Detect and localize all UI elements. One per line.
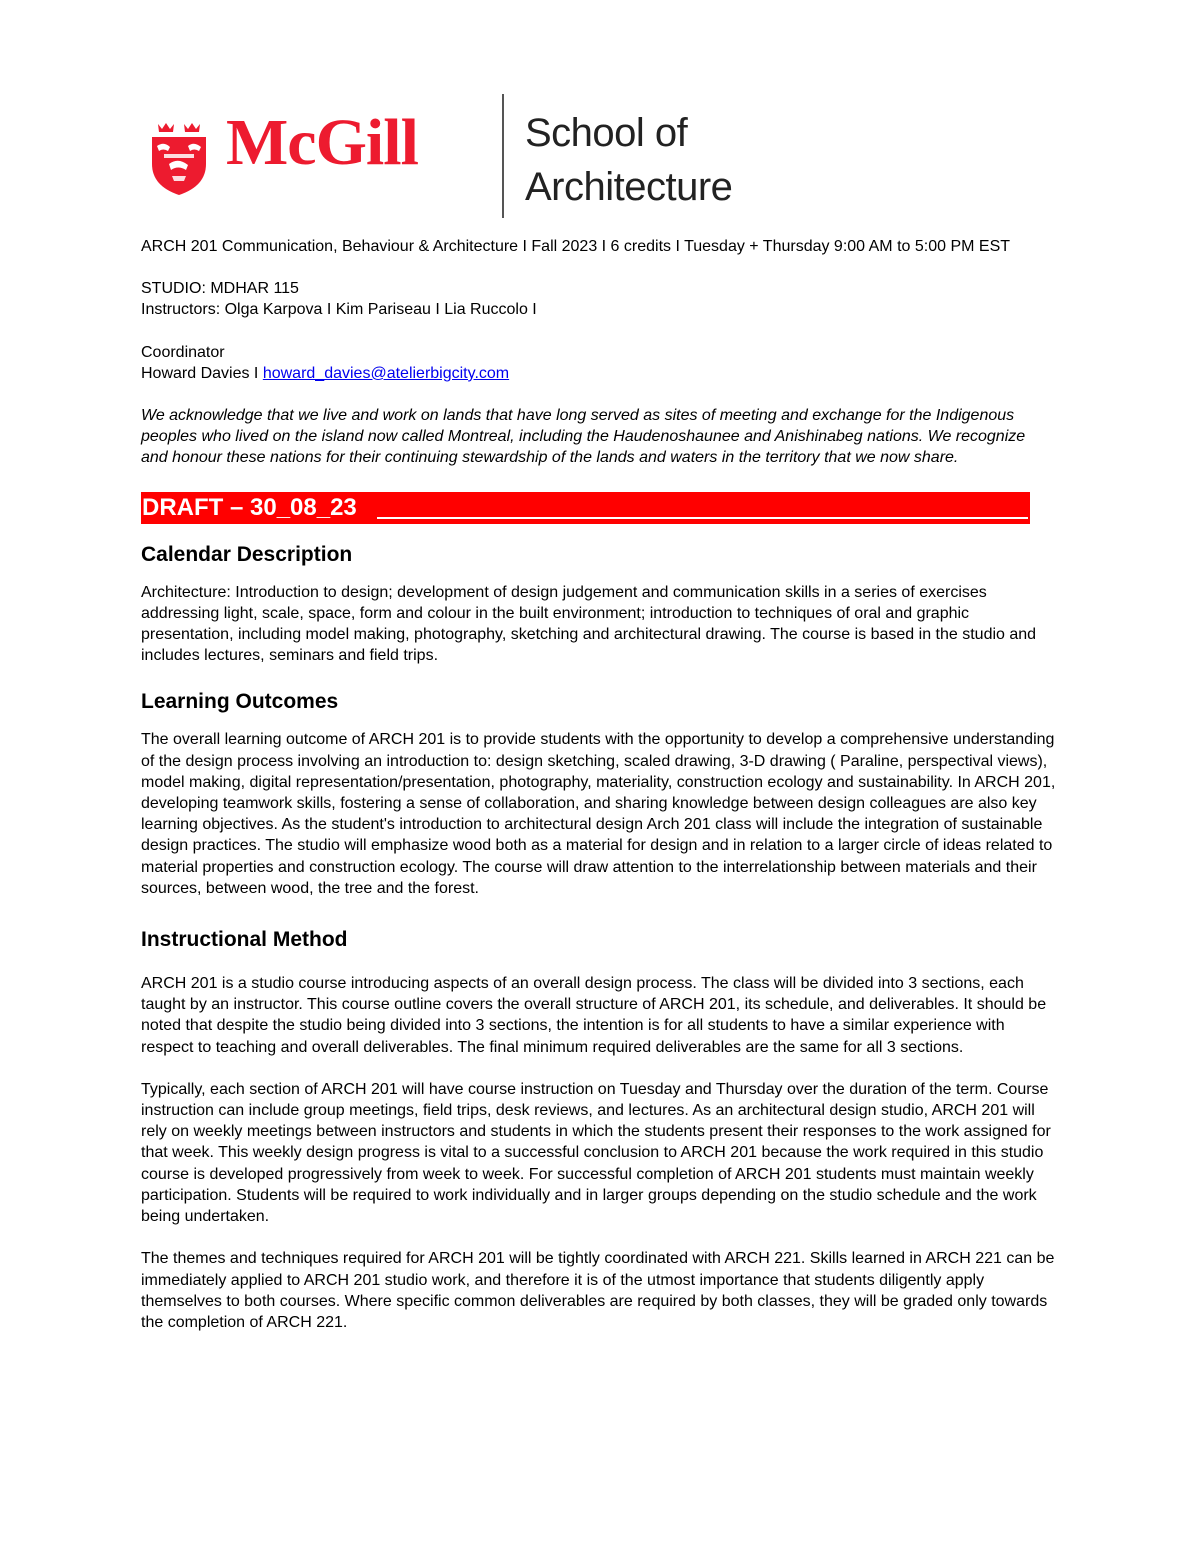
- instructional-method-para-1: ARCH 201 is a studio course introducing aspects of an overall design process. The class will be divided into 3 sections, each taught by an instructor. This course outline covers the overall structure of ARCH 201, its schedule, and deliverables. It should be noted that despite the studio being divided into 3 sections, the intention is for all students to have a similar experience with respect to teaching and overall deliverables. The final minimum required deliverables are the same for all 3 sections.: [141, 975, 1047, 1056]
- instructors-line: Instructors: Olga Karpova I Kim Pariseau I Lia Ruccolo I: [141, 301, 537, 319]
- document-content: [141, 236, 1056, 1333]
- school-name-line1: School of: [525, 111, 688, 155]
- mcgill-wordmark: McGill: [226, 106, 418, 179]
- instructional-method-para-3: The themes and techniques required for ARCH 201 will be tightly coordinated with ARCH 221. Skills learned in ARCH 221 can be immediately applied to ARCH 201 studio work, and therefore it is of the utmost importance that students diligently apply themselves to both courses. Where specific common deliverables are required by both classes, they will be graded only towards the completion of ARCH 221.: [141, 1250, 1055, 1331]
- studio-line: STUDIO: MDHAR 115: [141, 280, 299, 298]
- coordinator-label: Coordinator: [141, 343, 225, 361]
- learning-outcomes-heading: Learning Outcomes: [141, 690, 339, 714]
- instructional-method-para-2: Typically, each section of ARCH 201 will have course instruction on Tuesday and Thursday over the duration of the term. Course instruction can include group meetings, field trips, desk reviews, and lectures. As an architectural design studio, ARCH 201 will rely on weekly meetings between instructors and students in which the students present their responses to the work assigned for that week. This weekly design progress is vital to a successful conclusion to ARCH 201 because the work required in this studio course is developed progressively from week to week. For successful completion of ARCH 201 students must maintain weekly participation. Students will be required to work individually and in larger groups depending on the studio schedule and the work being undertaken.: [141, 1080, 1051, 1226]
- header-divider: [502, 94, 504, 218]
- coordinator-line: [141, 363, 1056, 384]
- coordinator-name: Howard Davies I: [141, 364, 263, 382]
- coordinator-email-link[interactable]: howard_davies@atelierbigcity.com: [262, 364, 510, 382]
- school-name-line2: Architecture: [525, 165, 733, 209]
- page-header: [140, 88, 840, 223]
- course-info-line: ARCH 201 Communication, Behaviour & Architecture I Fall 2023 I 6 credits I Tuesday + Thursday 9:00 AM to 5:00 PM EST: [141, 238, 1011, 255]
- calendar-description-heading: Calendar Description: [141, 542, 353, 566]
- draft-banner-underline: [377, 517, 1028, 519]
- instructional-method-heading: Instructional Method: [141, 928, 348, 952]
- draft-banner-text: DRAFT – 30_08_23: [142, 493, 357, 521]
- learning-outcomes-text: The overall learning outcome of ARCH 201 is to provide students with the opportunity to develop a comprehensive understanding of the design process involving an introduction to: design sketching, scaled drawing, 3-D drawing ( Paraline, perspectival views), model making, digital representation/presentation, photography, materiality, construction ecology and sustainability. In ARCH 201, developing teamwork skills, fostering a sense of collaboration, and sharing knowledge between design colleagues are also key learning objectives. As the student's introduction to architectural design Arch 201 class will include the integration of sustainable design practices. The studio will emphasize wood both as a material for design and in relation to a larger circle of ideas related to material properties and construction ecology. The course will draw attention to the interrelationship between materials and their sources, between wood, the tree and the forest.: [141, 731, 1056, 897]
- land-acknowledgement: We acknowledge that we live and work on lands that have long served as sites of meeting and exchange for the Indigenous peoples who lived on the island now called Montreal, including the Haudenoshaunee and Anishinabeg nations. We recognize and honour these nations for their continuing stewardship of the lands and waters in the territory that we now share.: [141, 407, 1026, 467]
- calendar-description-text: Architecture: Introduction to design; development of design judgement and communication skills in a series of exercises addressing light, scale, space, form and colour in the built environment; introduction to techniques of oral and graphic presentation, including model making, photography, sketching and architectural drawing. The course is based in the studio and includes lectures, seminars and field trips.: [141, 583, 1037, 665]
- draft-banner: [141, 492, 1030, 524]
- school-name: [525, 106, 732, 214]
- mcgill-crest-icon: [148, 120, 210, 196]
